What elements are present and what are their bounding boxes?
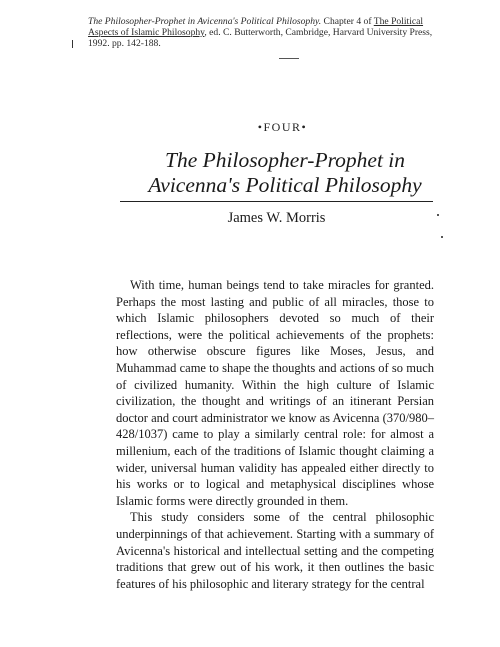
paragraph: With time, human beings tend to take miracles for granted. Perhaps the most lasting and public of all miracles, those to which Islamic philosophers devoted so much of their reflections, were the political achievements of the prophets: how otherwise obscure figures like Moses, Jesus, and Muhammad came to shape the thoughts and actions of so much of civilized humanity. Within the high culture of Islamic civilization, the thought and writings of an itinerant Persian doctor and court administrator we know as Avicenna (370/980–428/1037) came to play a similarly central role: for almost a millenium, each of the traditions of Islamic thought claiming a wider, universal human validity has appealed either directly to his works or to logical and metaphysical disciplines whose Islamic forms were directly grounded in them.: [116, 278, 434, 508]
author-name: James W. Morris: [227, 210, 326, 226]
chapter-title-line-1: The Philosopher-Prophet in: [164, 148, 406, 172]
citation-chapter-ref: Chapter 4 of: [321, 16, 374, 27]
paragraph: This study considers some of the central philosophic underpinnings of that achievement. Starting with a summary of Avicenna's historical and intellectual setting and the competing traditions that grew out of his work, it then outlines the basic features of his philosophic and literary strategy for the central: [116, 510, 434, 591]
chapter-title-line-2: Avicenna's Political Philosophy: [148, 173, 422, 197]
chapter-label: •FOUR•: [257, 120, 308, 134]
title-rule: [120, 201, 433, 202]
body-text: [116, 277, 434, 592]
citation-editor-press: , ed. C. Butterworth, Cambridge, Harvard University Press, 1992. pp. 142-188.: [88, 27, 433, 49]
citation-underline-mark: [279, 58, 299, 59]
scan-speck: [437, 214, 439, 216]
citation-header: [88, 16, 433, 49]
citation-book-title: The Political Aspects of Islamic Philosophy: [88, 16, 424, 38]
citation-article-title: The Philosopher-Prophet in Avicenna's Political Philosophy.: [88, 16, 322, 27]
chapter-title: [120, 148, 450, 198]
margin-mark: [72, 40, 73, 48]
scan-speck: [441, 236, 443, 238]
